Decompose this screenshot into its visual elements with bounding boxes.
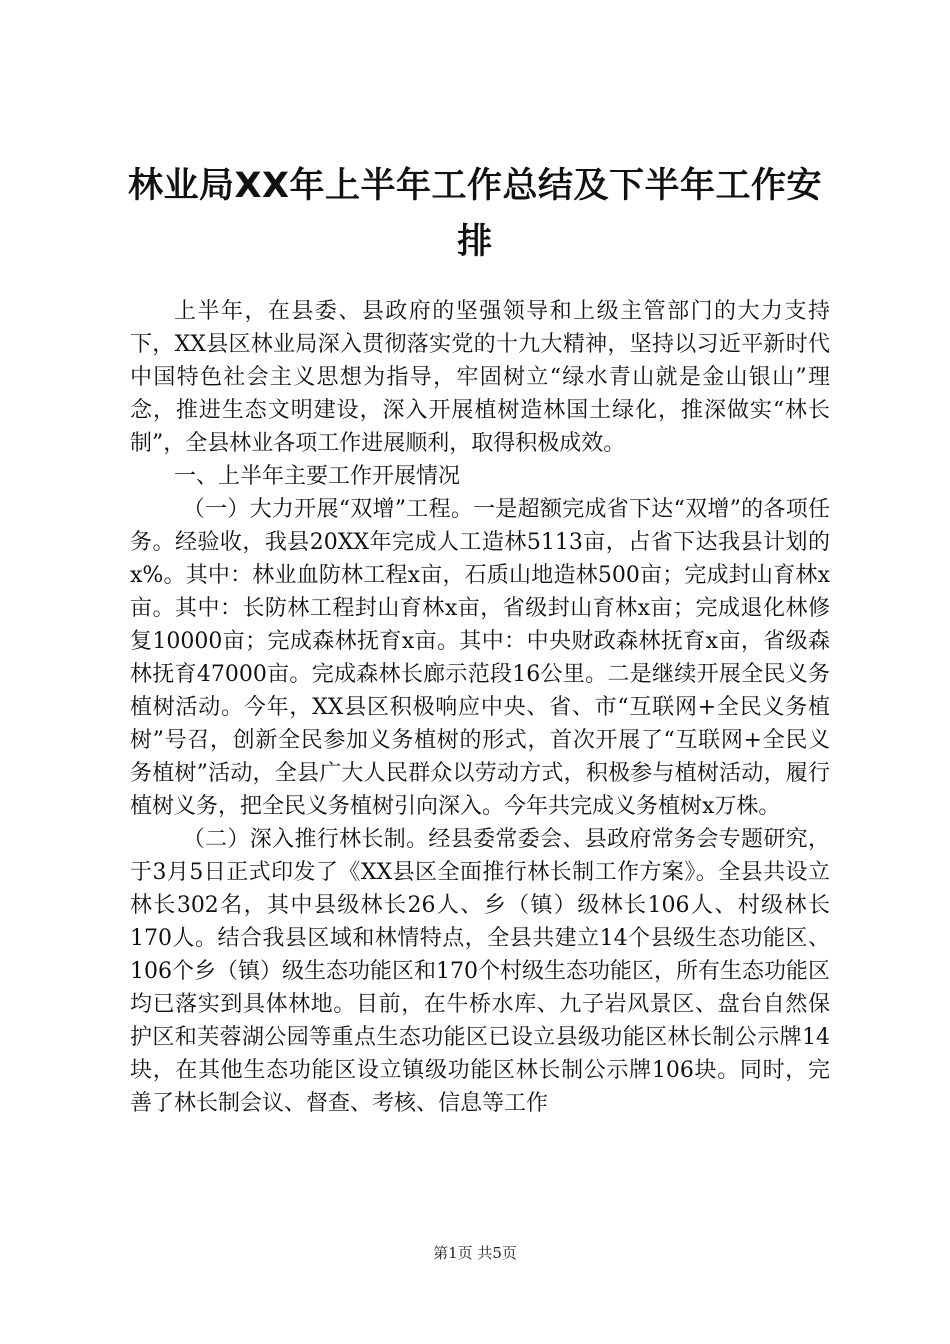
paragraph-linzhangzhi: （二）深入推行林长制。经县委常委会、县政府常务会专题研究，于3月5日正式印发了《XX县区全面推行林长制工作方案》。全县共设立林长302名，其中县级林长26人、乡（镇）级林长106人、村级林长170人。结合我县区域和林情特点，全县共建立14个县级生态功能区、106个乡（镇）级生态功能区和170个村级生态功能区，所有生态功能区均已落实到具体林地。目前，在牛桥水库、九子岩风景区、盘台自然保护区和芙蓉湖公园等重点生态功能区已设立县级功能区林长制公示牌14块，在其他生态功能区设立镇级功能区林长制公示牌106块。同时，完善了林长制会议、督查、考核、信息等工作 (130, 827, 830, 1116)
paragraph-shuangzeng: （一）大力开展“双增”工程。一是超额完成省下达“双增”的各项任务。经验收，我县20XX年完成人工造林5113亩，占省下达我县计划的x%。其中：林业血防林工程x亩，石质山地造林500亩；完成封山育林x亩。其中：长防林工程封山育林x亩，省级封山育林x亩；完成退化林修复10000亩；完成森林抚育x亩。其中：中央财政森林抚育x亩，省级森林抚育47000亩。完成森林长廊示范段16公里。二是继续开展全民义务植树活动。今年，XX县区积极响应中央、省、市“互联网+全民义务植树”号召，创新全民参加义务植树的形式，首次开展了“互联网+全民义务植树”活动，全县广大人民群众以劳动方式，积极参与植树活动，履行植树义务，把全民义务植树引向深入。今年共完成义务植树x万株。 (130, 497, 830, 819)
document-body (130, 295, 830, 1120)
document-title: 林业局XX年上半年工作总结及下半年工作安排 (128, 166, 822, 262)
page-number: 第1页 共5页 (433, 1244, 517, 1262)
section-heading: 一、上半年主要工作开展情况 (174, 464, 461, 489)
paragraph-intro: 上半年，在县委、县政府的坚强领导和上级主管部门的大力支持下，XX县区林业局深入贯彻落实党的十九大精神，坚持以习近平新时代中国特色社会主义思想为指导，牢固树立“绿水青山就是金山银山”理念，推进生态文明建设，深入开展植树造林国土绿化，推深做实“林长制”，全县林业各项工作进展顺利，取得积极成效。 (130, 299, 830, 456)
